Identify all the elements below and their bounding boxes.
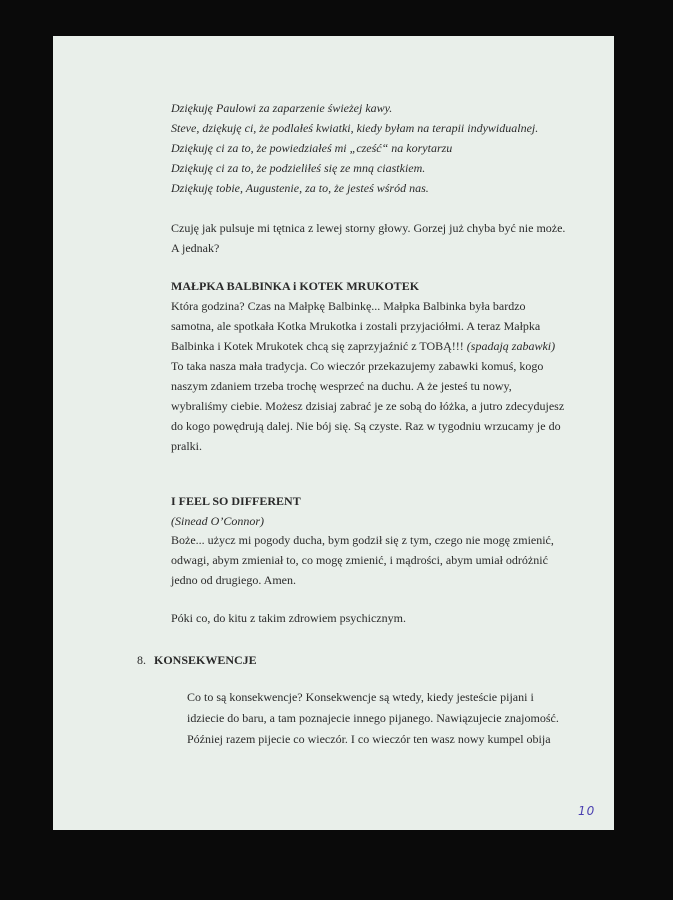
malpka-line-text: Balbinka i Kotek Mrukotek chcą się zaprzyjaźnić z TOBĄ!!! <box>171 339 464 353</box>
malpka-paragraph <box>171 296 564 456</box>
malpka-line: wybraliśmy ciebie. Możesz dzisiaj zabrać je ze sobą do łóżka, a jutro zdecydujesz <box>171 399 565 413</box>
malpka-line: samotna, ale spotkała Kotka Mrukotka i zostali przyjaciółmi. A teraz Małpka <box>171 319 541 333</box>
feel-line: jedno od drugiego. Amen. <box>171 573 296 587</box>
handwritten-page-number: 10 <box>578 804 596 818</box>
section8-line: idziecie do baru, a tam poznajecie innego pijanego. Nawiązujecie znajomość. <box>187 711 559 725</box>
malpka-line <box>171 336 564 356</box>
section8-line: Później razem pijecie co wieczór. I co wieczór ten wasz nowy kumpel obija <box>187 732 551 746</box>
poki-line: Póki co, do kitu z takim zdrowiem psychicznym. <box>171 611 406 625</box>
feel-paragraph <box>171 530 554 590</box>
feel-author: (Sinead O’Connor) <box>171 514 264 528</box>
pulse-paragraph <box>171 218 565 258</box>
stage-direction: (spadają zabawki) <box>466 339 556 353</box>
thanks-line: Dziękuję tobie, Augustenie, za to, że jesteś wśród nas. <box>171 181 429 195</box>
section-title: KONSEKWENCJE <box>154 653 257 667</box>
malpka-line: Która godzina? Czas na Małpkę Balbinkę... Małpka Balbinka była bardzo <box>171 299 526 313</box>
section-number: 8. <box>137 653 146 667</box>
malpka-line: naszym zdaniem trzeba trochę wesprzeć na duchu. A że jesteś tu nowy, <box>171 379 512 393</box>
feel-line: Boże... użycz mi pogody ducha, bym godził się z tym, czego nie mogę zmienić, <box>171 533 554 547</box>
thanks-line: Steve, dziękuję ci, że podlałeś kwiatki, kiedy byłam na terapii indywidualnej. <box>171 121 539 135</box>
malpka-heading: MAŁPKA BALBINKA i KOTEK MRUKOTEK <box>171 279 420 293</box>
feel-line: odwagi, abym zmieniał to, co mogę zmienić, i mądrości, abym umiał odróżnić <box>171 553 548 567</box>
malpka-line: pralki. <box>171 439 202 453</box>
thanks-block <box>171 98 538 198</box>
feel-heading: I FEEL SO DIFFERENT <box>171 494 301 508</box>
section8-line: Co to są konsekwencje? Konsekwencje są wtedy, kiedy jesteście pijani i <box>187 690 534 704</box>
thanks-line: Dziękuję ci za to, że podzieliłeś się ze mną ciastkiem. <box>171 161 426 175</box>
malpka-line: To taka nasza mała tradycja. Co wieczór przekazujemy zabawki komuś, kogo <box>171 359 544 373</box>
section8-paragraph <box>187 687 559 750</box>
malpka-line: do kogo powędrują dalej. Nie bój się. Są czyste. Raz w tygodniu wrzucamy je do <box>171 419 561 433</box>
pulse-line: Czuję jak pulsuje mi tętnica z lewej storny głowy. Gorzej już chyba być nie może. <box>171 221 566 235</box>
thanks-line: Dziękuję Paulowi za zaparzenie świeżej kawy. <box>171 101 393 115</box>
thanks-line: Dziękuję ci za to, że powiedziałeś mi „cześć“ na korytarzu <box>171 141 453 155</box>
pulse-line: A jednak? <box>171 241 220 255</box>
